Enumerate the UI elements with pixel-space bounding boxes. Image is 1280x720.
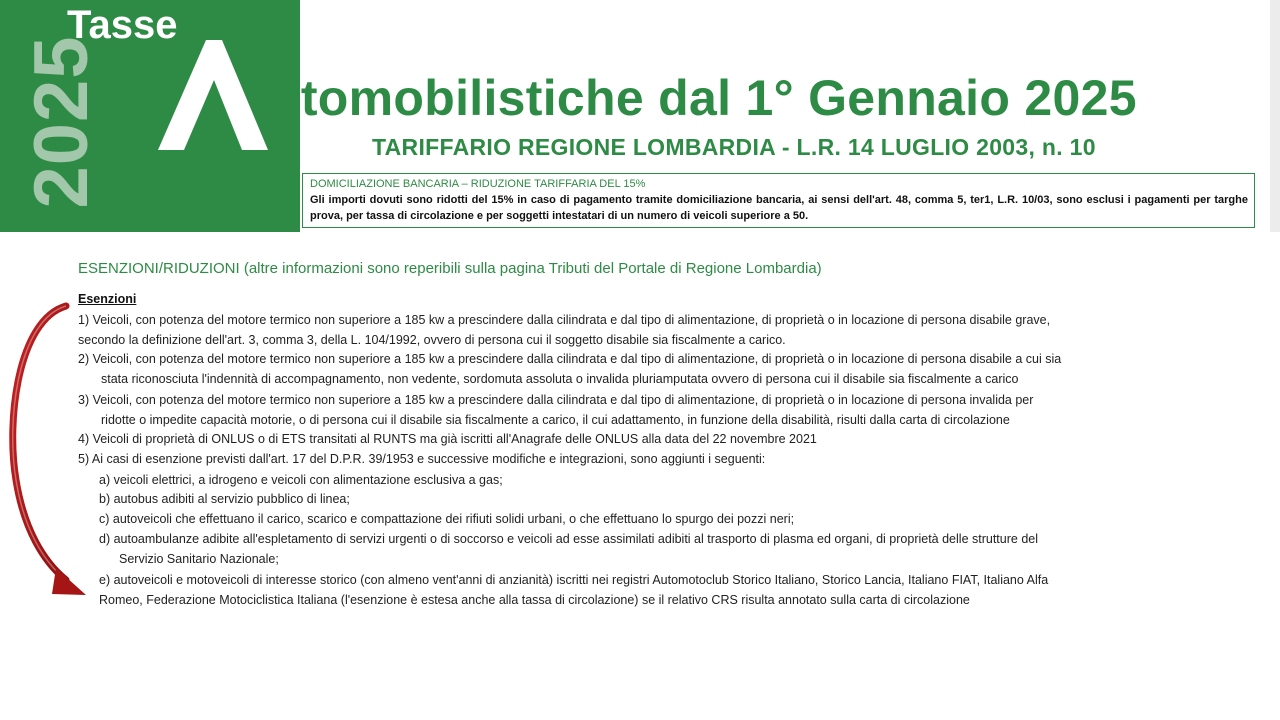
subitem-line: c) autoveicoli che effettuano il carico, scarico e compattazione dei rifiuti solidi urbani, o che effettuano lo spurgo dei pozzi neri; (99, 512, 795, 526)
exemption-subitem-b (99, 489, 1234, 509)
curved-arrow-icon (8, 300, 98, 600)
page-subtitle: TARIFFARIO REGIONE LOMBARDIA - L.R. 14 LUGLIO 2003, n. 10 (372, 134, 1096, 160)
exemption-item-3 (78, 390, 1234, 430)
item-line: 5) Ai casi di esenzione previsti dall'art. 17 del D.P.R. 39/1953 e successive modifiche e integrazioni, sono aggiunti i seguenti: (78, 452, 766, 466)
item-line: stata riconosciuta l'indennità di accompagnamento, non vedente, sordomuta assoluta o invalida pluriamputata ovvero di persona cui il disabile sia fiscalmente a carico (101, 372, 1019, 386)
subitem-line: Romeo, Federazione Motociclistica Italiana (l'esenzione è estesa anche alla tassa di circolazione) se il relativo CRS risulta annotato sulla carta di circolazione (99, 593, 970, 607)
bank-notice-text: Gli importi dovuti sono ridotti del 15% in caso di pagamento tramite domiciliazione bancaria, ai sensi dell'art. 48, comma 5, ter1, L.R. 10/03, sono esclusi i pagamenti per targhe prova, per tassa di circolazione e per soggetti intestatari di un numero di veicoli superiore a 50. (310, 194, 1248, 222)
exemption-item-2 (78, 349, 1234, 389)
exemption-item-5 (78, 449, 1234, 469)
subitem-line: b) autobus adibiti al servizio pubblico di linea; (99, 492, 350, 506)
item-line: 1) Veicoli, con potenza del motore termico non superiore a 185 kw a prescindere dalla cilindrata e dal tipo di alimentazione, di proprietà o in locazione di persona disabile grave, (78, 313, 1051, 327)
exemption-subitem-e (99, 570, 1234, 610)
big-letter-a-logo (158, 0, 268, 150)
item-line: secondo la definizione dell'art. 3, comma 3, della L. 104/1992, ovvero di persona cui il soggetto disabile sia fiscalmente a carico. (78, 333, 786, 347)
item-line: 2) Veicoli, con potenza del motore termico non superiore a 185 kw a prescindere dalla cilindrata e dal tipo di alimentazione, di proprietà o in locazione di persona disabile a cui sia (78, 352, 1062, 366)
section-heading: ESENZIONI/RIDUZIONI (altre informazioni sono reperibili sulla pagina Tributi del Portale di Regione Lombardia) (78, 260, 822, 277)
page-title: utomobilistiche dal 1° Gennaio 2025 (270, 70, 1137, 126)
item-line: 3) Veicoli, con potenza del motore termico non superiore a 185 kw a prescindere dalla cilindrata e dal tipo di alimentazione, di proprietà o in locazione di persona invalida per (78, 393, 1034, 407)
header-banner (0, 0, 300, 232)
exemption-subitem-c (99, 509, 1234, 529)
exemption-subitem-a (99, 470, 1234, 490)
bank-direct-debit-notice (302, 173, 1255, 228)
subitem-line: a) veicoli elettrici, a idrogeno e veicoli con alimentazione esclusiva a gas; (99, 473, 503, 487)
bank-notice-title: DOMICILIAZIONE BANCARIA – RIDUZIONE TARIFFARIA DEL 15% (310, 178, 646, 190)
item-line: 4) Veicoli di proprietà di ONLUS o di ETS transitati al RUNTS ma già iscritti all'Anagrafe delle ONLUS alla data del 22 novembre 2021 (78, 432, 817, 446)
right-edge-strip (1270, 0, 1280, 232)
subitem-line: e) autoveicoli e motoveicoli di interesse storico (con almeno vent'anni di anzianità) iscritti nei registri Automotoclub Storico Italiano, Storico Lancia, Italiano FIAT, Italiano Alfa (99, 573, 1049, 587)
subitem-line: Servizio Sanitario Nazionale; (119, 552, 279, 566)
tasse-label: Tasse (67, 3, 178, 47)
exemption-item-1 (78, 310, 1234, 350)
exemption-item-4 (78, 429, 1234, 449)
subitem-line: d) autoambulanze adibite all'espletamento di servizi urgenti o di soccorso e veicoli ad esse assimilati adibiti al trasporto di plasma ed organi, di proprietà delle strutture del (99, 532, 1038, 546)
year-vertical-text: 2025 (19, 35, 104, 209)
exemptions-label: Esenzioni (78, 292, 137, 306)
item-line: ridotte o impedite capacità motorie, o di persona cui il disabile sia fiscalmente a carico, il cui adattamento, in funzione della disabilità, risulti dalla carta di circolazione (101, 413, 1010, 427)
exemption-subitem-d (99, 529, 1234, 569)
